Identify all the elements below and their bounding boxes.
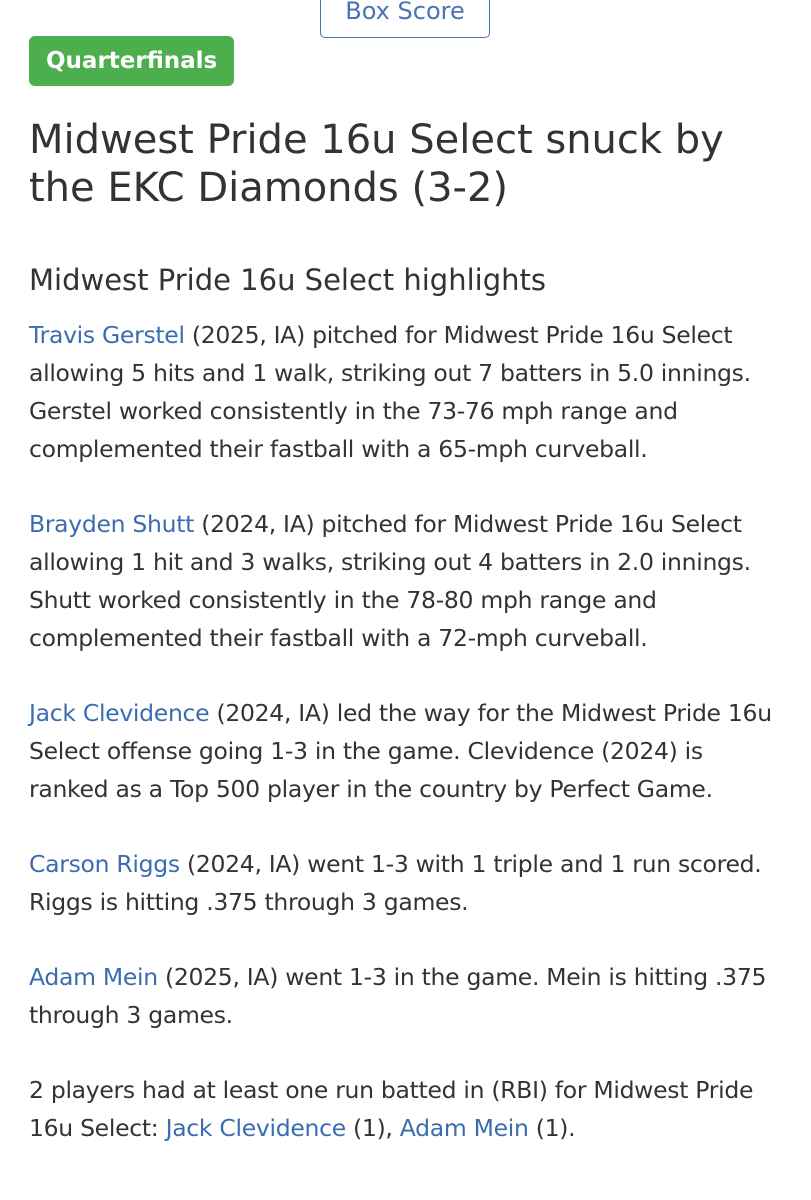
- rbi-player-link-adam-mein[interactable]: Adam Mein: [399, 1114, 529, 1142]
- player-link-adam-mein[interactable]: Adam Mein: [29, 963, 158, 991]
- highlight-text: (2025, IA) went 1-3 in the game. Mein is hitting .375 through 3 games.: [29, 963, 767, 1029]
- round-badge: Quarterfinals: [29, 36, 234, 86]
- highlight-paragraph: [29, 845, 789, 921]
- highlight-paragraph: [29, 694, 789, 808]
- highlights-heading: Midwest Pride 16u Select highlights: [29, 263, 546, 297]
- rbi-player-link-jack-clevidence[interactable]: Jack Clevidence: [165, 1114, 346, 1142]
- highlight-text: (2024, IA) pitched for Midwest Pride 16u Select allowing 1 hit and 3 walks, striking out 4 batters in 2.0 innings. Shutt worked consistently in the 78-80 mph range and complemented their fastball with a 72-mph curveball.: [29, 510, 751, 652]
- rbi-count: (1).: [528, 1114, 576, 1142]
- highlight-paragraph: [29, 958, 789, 1034]
- highlight-text: (2024, IA) went 1-3 with 1 triple and 1 run scored. Riggs is hitting .375 through 3 games.: [29, 850, 762, 916]
- player-link-carson-riggs[interactable]: Carson Riggs: [29, 850, 180, 878]
- player-link-jack-clevidence[interactable]: Jack Clevidence: [29, 699, 210, 727]
- rbi-intro-text: 2 players had at least one run batted in (RBI) for Midwest Pride 16u Select:: [29, 1076, 754, 1142]
- highlight-text: (2025, IA) pitched for Midwest Pride 16u Select allowing 5 hits and 1 walk, striking out 7 batters in 5.0 innings. Gerstel worked consistently in the 73-76 mph range and complemented their fastball with a 65-mph curveball.: [29, 321, 751, 463]
- player-link-travis-gerstel[interactable]: Travis Gerstel: [29, 321, 185, 349]
- rbi-summary: [29, 1071, 789, 1147]
- highlight-paragraph: [29, 316, 789, 468]
- box-score-button[interactable]: Box Score: [320, 0, 490, 38]
- highlight-text: (2024, IA) led the way for the Midwest Pride 16u Select offense going 1-3 in the game. Clevidence (2024) is ranked as a Top 500 player in the country by Perfect Game.: [29, 699, 772, 803]
- highlights-body: [29, 316, 789, 1184]
- highlight-paragraph: [29, 505, 789, 657]
- rbi-count: (1),: [345, 1114, 400, 1142]
- game-title: Midwest Pride 16u Select snuck by the EKC Diamonds (3-2): [29, 117, 724, 211]
- player-link-brayden-shutt[interactable]: Brayden Shutt: [29, 510, 195, 538]
